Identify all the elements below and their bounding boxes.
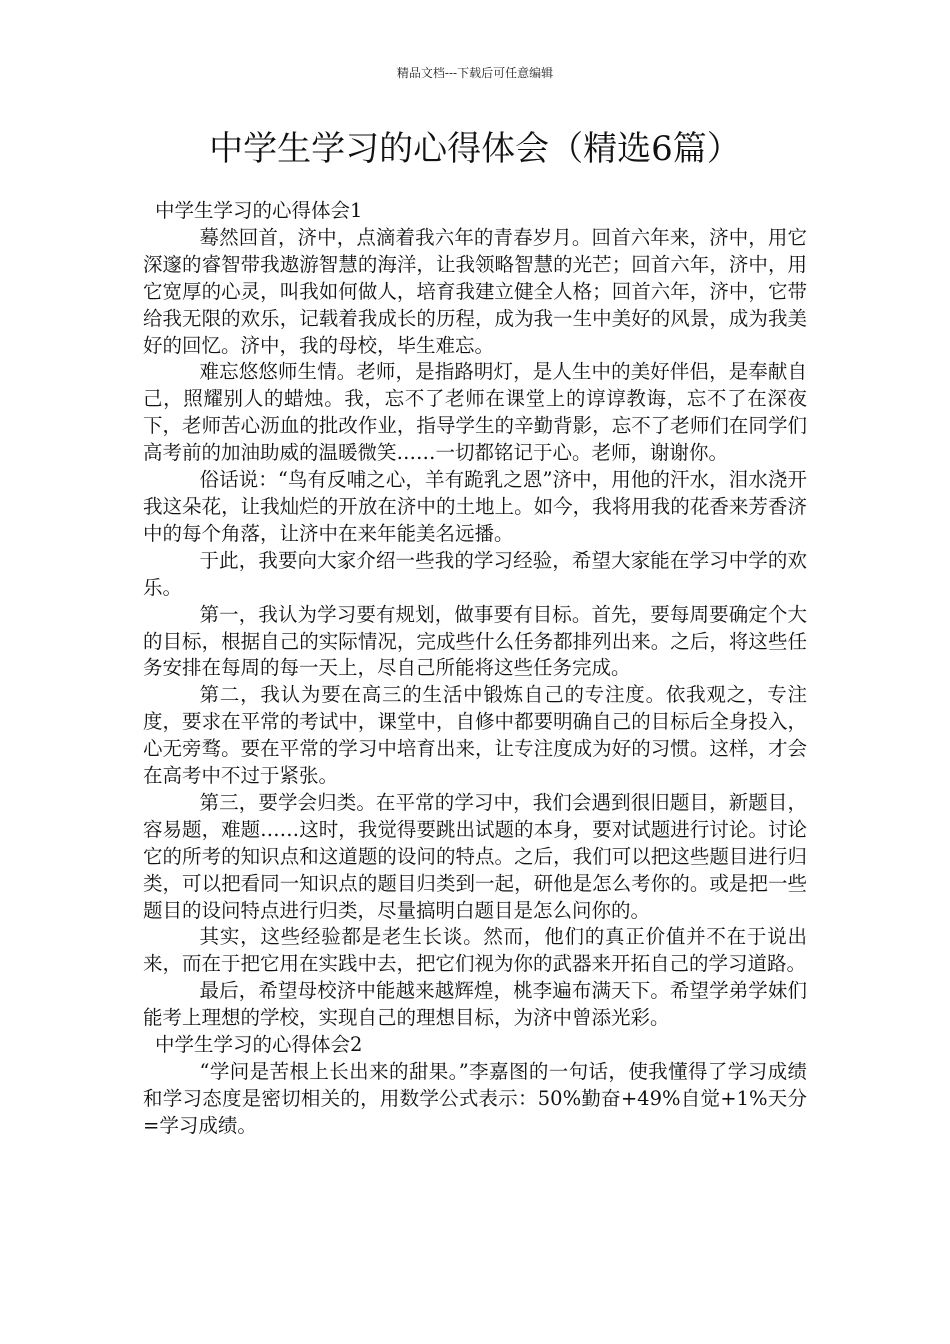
paragraph: 蓦然回首，济中，点滴着我六年的青春岁月。回首六年来，济中，用它深邃的睿智带我遨游智慧的海洋，让我领略智慧的光芒；回首六年，济中，用它宽厚的心灵，叫我如何做人，培育我建立健全人格；回首六年，济中，它带给我无限的欢乐，记载着我成长的历程，成为我一生中美好的风景，成为我美好的回忆。济中，我的母校，毕生难忘。 [143, 225, 807, 357]
section-heading: 中学生学习的心得体会2 [155, 1033, 363, 1057]
document-body [143, 198, 807, 1140]
section-heading: 中学生学习的心得体会1 [155, 199, 363, 222]
paragraph: 俗话说：“鸟有反哺之心，羊有跪乳之恩”济中，用他的汗水，泪水浇开我这朵花，让我灿烂的开放在济中的土地上。如今，我将用我的花香来芳香济中的每个角落，让济中在来年能美名远播。 [143, 468, 807, 545]
paragraph: 最后，希望母校济中能越来越辉煌，桃李遍布满天下。希望学弟学妹们能考上理想的学校，实现自己的理想目标，为济中曾添光彩。 [143, 979, 807, 1030]
header-note: 精品文档---下载后可任意编辑 [396, 66, 554, 80]
paragraph: 第三，要学会归类。在平常的学习中，我们会遇到很旧题目，新题目，容易题，难题……这时，我觉得要跳出试题的本身，要对试题进行讨论。讨论它的所考的知识点和这道题的设问的特点。之后，我们可以把这些题目进行归类，可以把看同一知识点的题目归类到一起，研他是怎么考你的。或是把一些题目的设问特点进行归类，尽量搞明白题目是怎么问你的。 [143, 790, 807, 922]
paragraph: 第一，我认为学习要有规划，做事要有目标。首先，要每周要确定个大的目标，根据自己的实际情况，完成些什么任务都排列出来。之后，将这些任务安排在每周的每一天上，尽自己所能将这些任务完成。 [143, 602, 807, 680]
paragraph: “学问是苦根上长出来的甜果。”李嘉图的一句话，使我懂得了学习成绩和学习态度是密切相关的，用数学公式表示：50%勤奋+49%自觉+1%天分=学习成绩。 [143, 1060, 807, 1137]
paragraph: 难忘悠悠师生情。老师，是指路明灯，是人生中的美好伴侣，是奉献自己，照耀别人的蜡烛。我，忘不了老师在课堂上的谆谆教诲，忘不了在深夜下，老师苦心沥血的批改作业，指导学生的辛勤背影，忘不了老师们在同学们高考前的加油助威的温暖微笑……一切都铭记于心。老师，谢谢你。 [143, 360, 807, 465]
document-title: 中学生学习的心得体会（精选6篇） [209, 129, 741, 169]
paragraph: 其实，这些经验都是老生长谈。然而，他们的真正价值并不在于说出来，而在于把它用在实践中去，把它们视为你的武器来开拓自己的学习道路。 [143, 925, 807, 976]
paragraph: 于此，我要向大家介绍一些我的学习经验，希望大家能在学习中学的欢乐。 [143, 548, 807, 599]
paragraph: 第二，我认为要在高三的生活中锻炼自己的专注度。依我观之，专注度，要求在平常的考试中，课堂中，自修中都要明确自己的目标后全身投入，心无旁骛。要在平常的学习中培育出来，让专注度成为好的习惯。这样，才会在高考中不过于紧张。 [143, 683, 807, 788]
